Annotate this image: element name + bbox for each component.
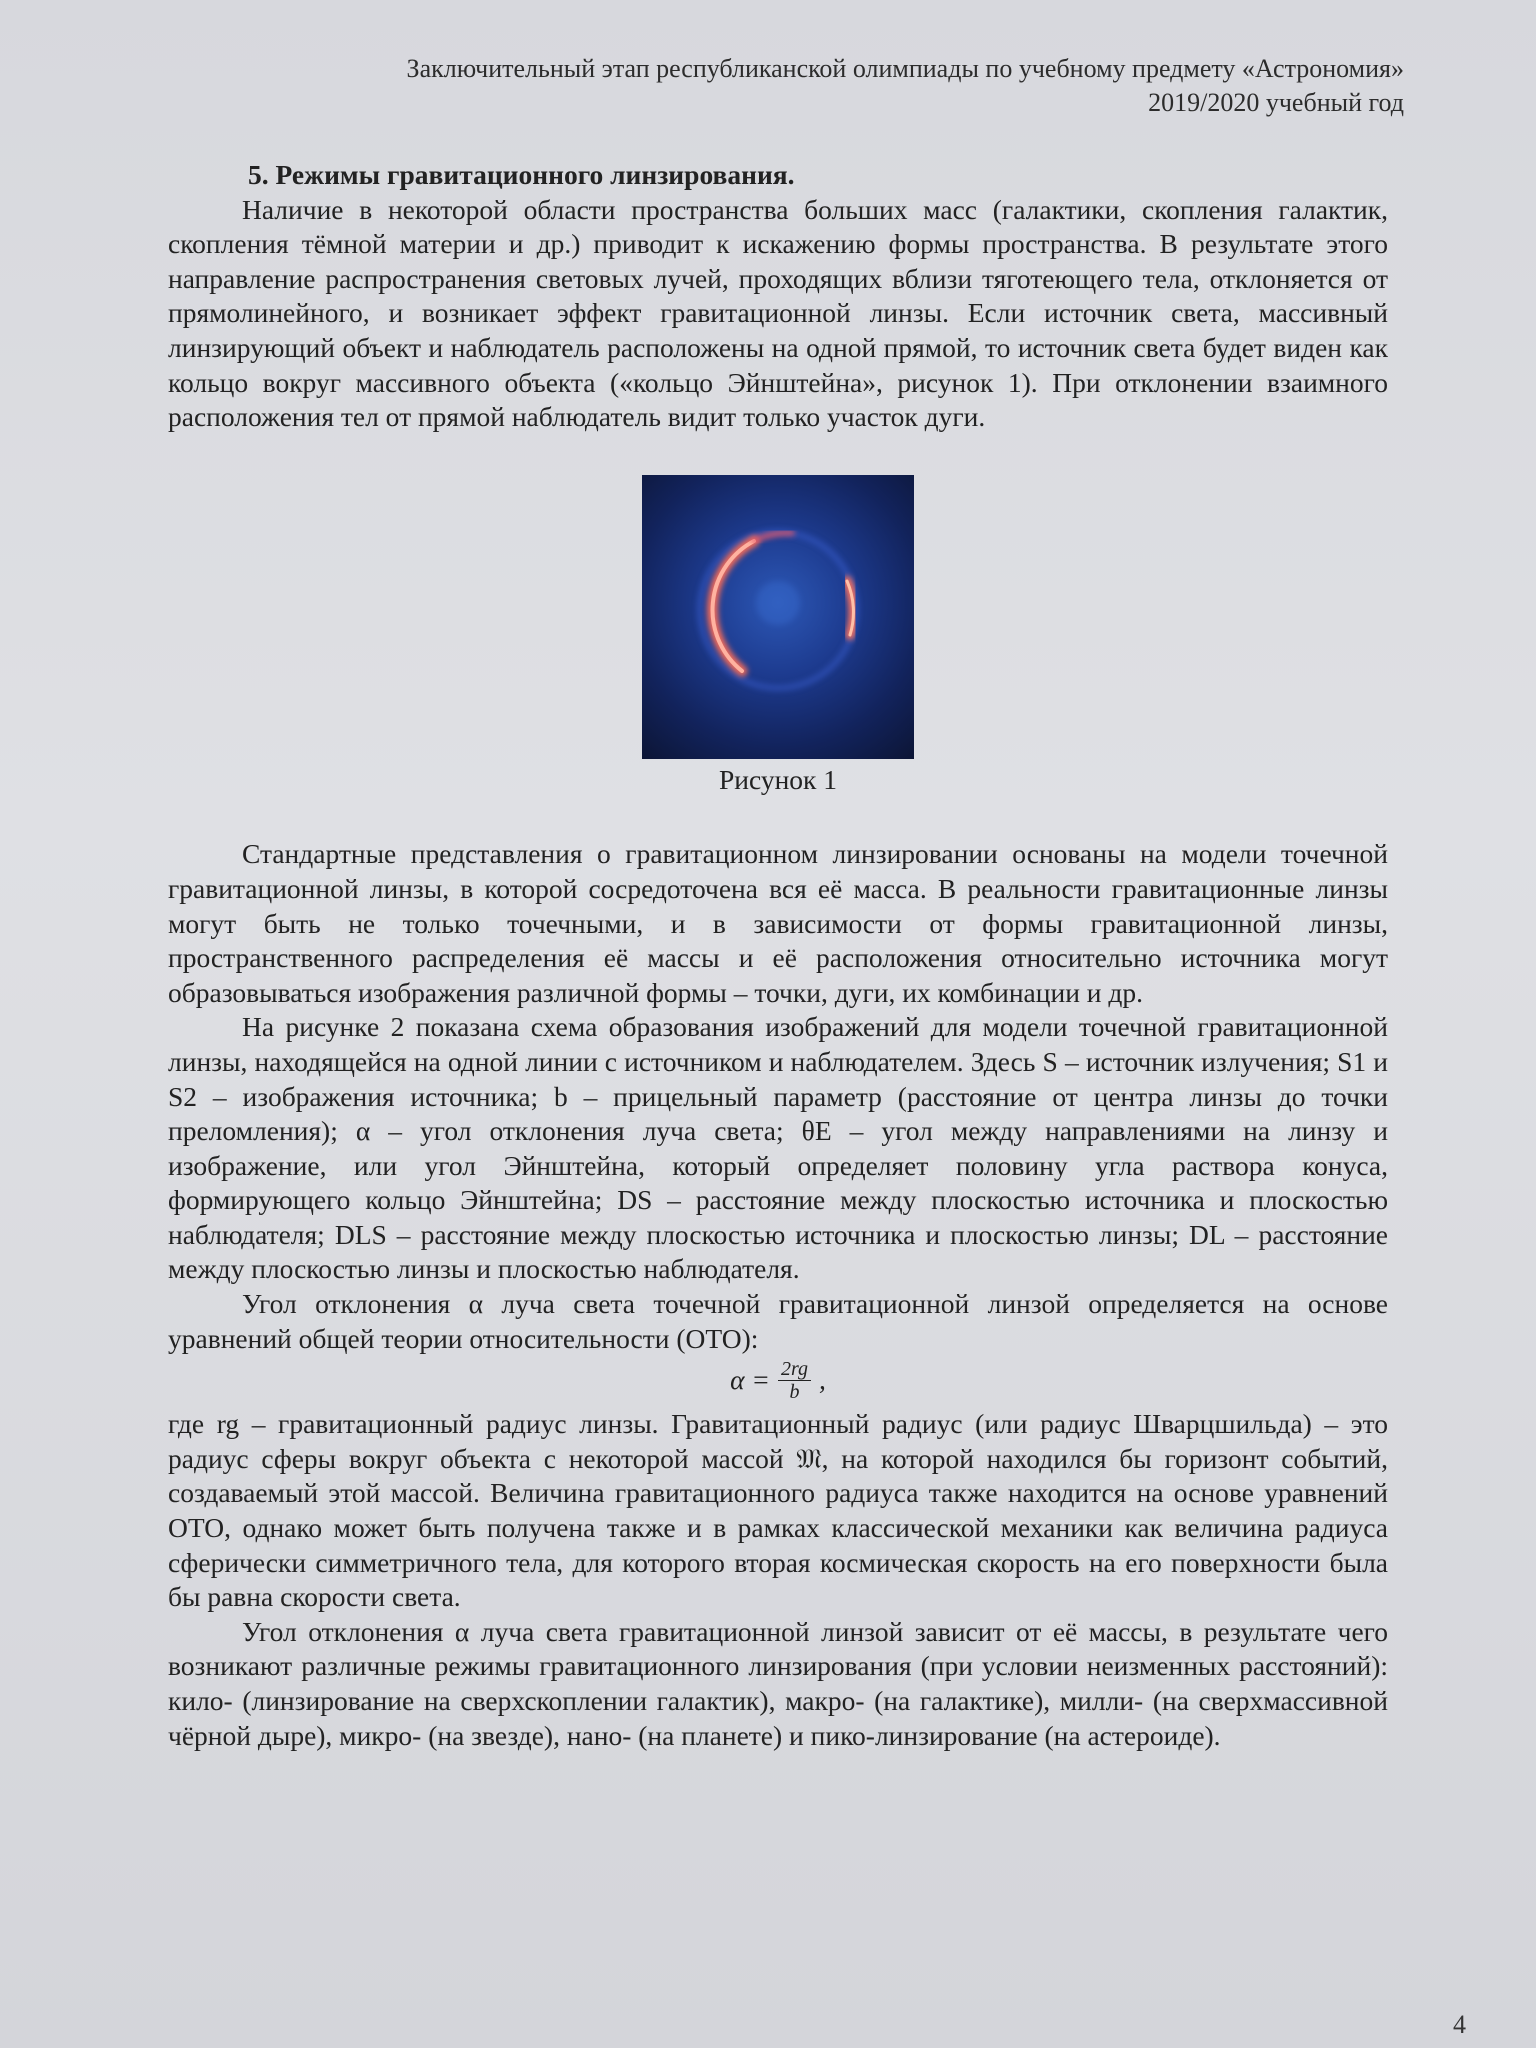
paragraph-1: Наличие в некоторой области пространства больших масс (галактики, скопления галактик, скопления тёмной материи и др.) приводит к искажению формы пространства. В результате этого направление распространения световых лучей, проходящих вблизи тяготеющего тела, отклоняется от прямолинейного, и возникает эффект гравитационной линзы. Если источник света, массивный линзирующий объект и наблюдатель расположены на одной прямой, то источник света будет виден как кольцо вокруг массивного объекта («кольцо Эйнштейна», рисунок 1). При отклонении взаимного расположения тел от прямой наблюдатель видит только участок дуги. [168, 193, 1388, 433]
einstein-ring-image [642, 475, 914, 759]
deflection-angle-formula [168, 1358, 1388, 1403]
formula-lhs: α = [730, 1364, 770, 1396]
page-number: 4 [1453, 2010, 1466, 2039]
section-title: 5. Режимы гравитационного линзирования. [248, 159, 795, 190]
formula-fraction [778, 1358, 811, 1403]
figure-caption: Рисунок 1 [718, 763, 838, 795]
paragraph-3: На рисунке 2 показана схема образования изображений для модели точечной гравитационной линзы, находящейся на одной линии с источником и наблюдателем. Здесь S – источник излучения; S1 и S2 – изображения источника; b – прицельный параметр (расстояние от центра линзы до точки преломления); α – угол отклонения луча света; θE – угол между направлениями на линзу и изображение, или угол Эйнштейна, который определяет половину угла раствора конуса, формирующего кольцо Эйнштейна; DS – расстояние между плоскостью источника и плоскостью наблюдателя; DLS – расстояние между плоскостью источника и плоскостью линзы; DL – расстояние между плоскостью линзы и плоскостью наблюдателя. [168, 1011, 1388, 1285]
spacer [168, 797, 1388, 837]
paragraph-6: Угол отклонения α луча света гравитационной линзой зависит от её массы, в результате чего возникают различные режимы гравитационного линзирования (при условии неизменных расстояний): кило- (линзирование на сверхскоплении галактик), макро- (на галактике), милли- (на сверхмассивной чёрной дыре), микро- (на звезде), нано- (на планете) и пико-линзирование (на астероиде). [168, 1615, 1388, 1751]
formula-tail: , [819, 1364, 826, 1396]
formula-numerator: 2rg [778, 1358, 811, 1381]
page-header [407, 52, 1404, 120]
header-line-2: 2019/2020 учебный год [1148, 88, 1404, 117]
einstein-ring-graphic [642, 475, 914, 759]
paragraph-4: Угол отклонения α луча света точечной гравитационной линзой определяется на основе уравнений общей теории относительности (ОТО): [168, 1288, 1388, 1354]
header-line-1: Заключительный этап республиканской олимпиады по учебному предмету «Астрономия» [406, 54, 1404, 83]
paragraph-2: Стандартные представления о гравитационном линзировании основаны на модели точечной гравитационной линзы, в которой сосредоточена вся её масса. В реальности гравитационные линзы могут быть не только точечными, и в зависимости от формы гравитационной линзы, пространственного распределения её массы и её расположения относительно источника могут образовываться изображения различной формы – точки, дуги, их комбинации и др. [168, 838, 1388, 1008]
paragraph-5: где rg – гравитационный радиус линзы. Гравитационный радиус (или радиус Шварцшильда) – это радиус сферы вокруг объекта с некоторой массой 𝔐, на которой находился бы горизонт событий, создаваемый этой массой. Величина гравитационного радиуса также находится на основе уравнений ОТО, однако может быть получена также и в рамках классической механики как величина радиуса сферически симметричного тела, для которого вторая космическая скорость на его поверхности была бы равна скорости света. [168, 1408, 1388, 1613]
figure-1 [168, 475, 1388, 798]
formula-denominator: b [789, 1381, 800, 1404]
document-body [168, 158, 1388, 1753]
